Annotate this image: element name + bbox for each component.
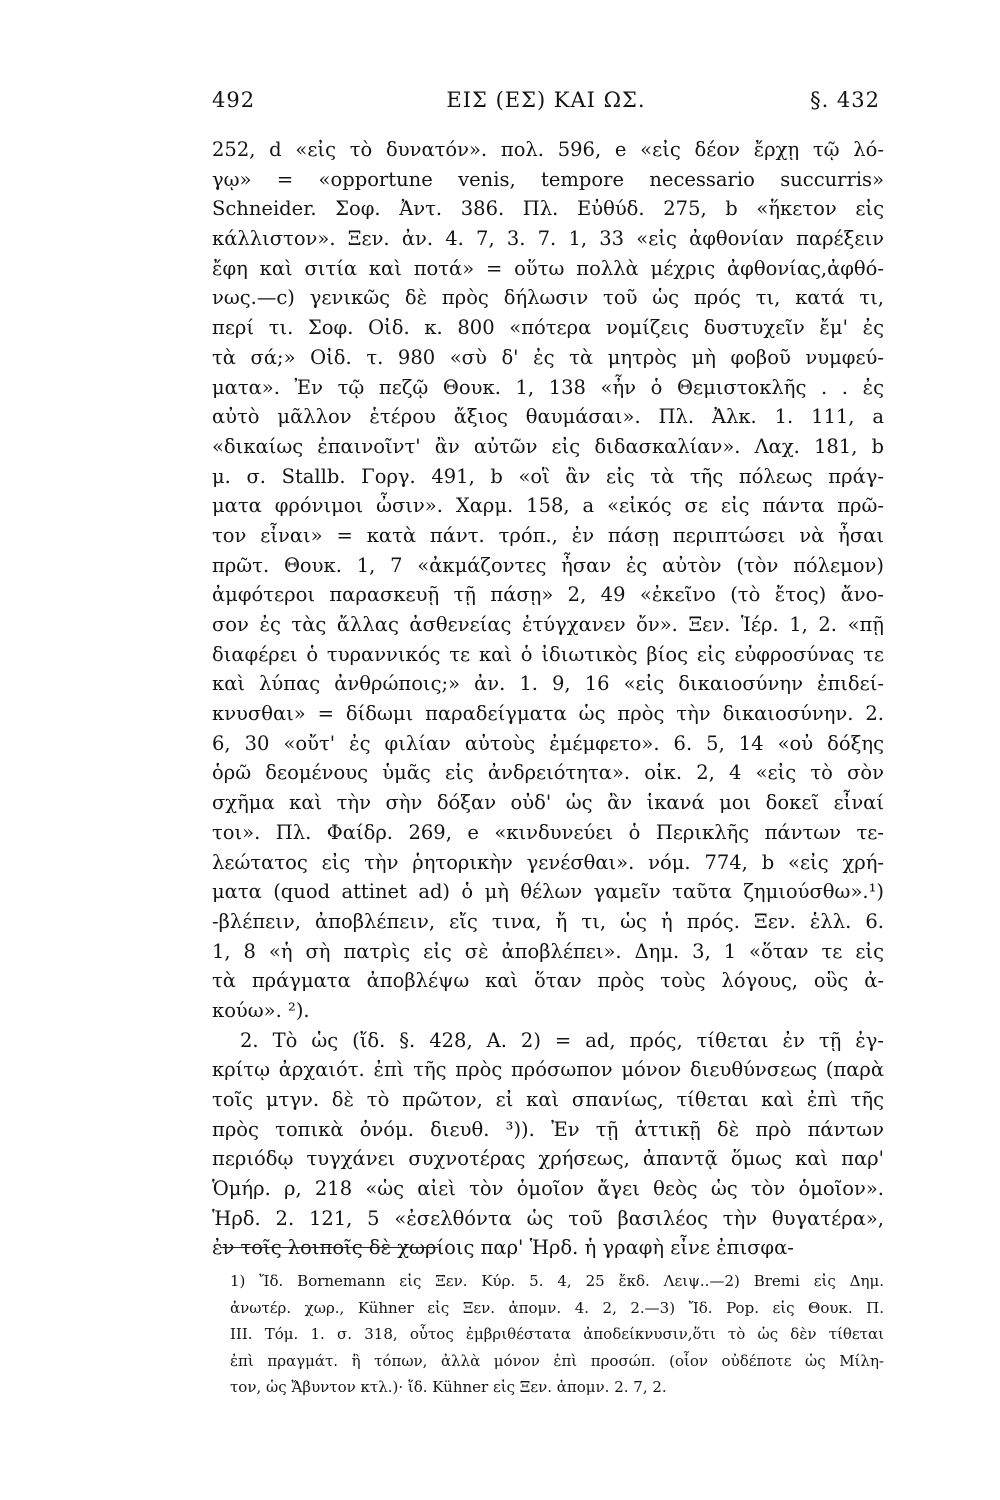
text-line: 6, 30 «οὔτ' ἐς φιλίαν αὐτοὺς ἐμέμφετο». 6. 5, 14 «οὐ δόξης: [212, 731, 884, 755]
text-line: -βλέπειν, ἀποβλέπειν, εἴς τινα, ἤ τι, ὡς ἡ πρός. Ξεν. ἑλλ. 6.: [212, 909, 884, 933]
text-line: τον εἶναι» = κατὰ πάντ. τρόπ., ἐν πάσῃ περιπτώσει νὰ ἦσαι: [212, 523, 884, 547]
text-line: λεώτατος εἰς τὴν ῥητορικὴν γενέσθαι». νόμ. 774, b «εἰς χρή-: [212, 850, 884, 874]
footnote-line: III. Τόμ. 1. σ. 318, οὗτος ἐμβριθέστατα ἀποδείκνυσιν,ὅτι τὸ ὡς δὲν τίθεται: [230, 1325, 884, 1343]
footnote-line: ἀνωτέρ. χωρ., Kühner εἰς Ξεν. ἀπομν. 4. 2, 2.—3) Ἴδ. Pop. εἰς Θουκ. Π.: [230, 1298, 884, 1317]
text-line: ματα». Ἐν τῷ πεζῷ Θουκ. 1, 138 «ἦν ὁ Θεμιστοκλῆς . . ἐς: [212, 375, 884, 399]
text-line: κνυσθαι» = δίδωμι παραδείγματα ὡς πρὸς τὴν δικαιοσύνην. 2.: [212, 702, 884, 726]
text-line: σχῆμα καὶ τὴν σὴν δόξαν οὐδ' ὡς ἂν ἱκανά μοι δοκεῖ εἶναί: [212, 791, 884, 815]
text-line: ἐν τοῖς λοιποῖς δὲ χωρίοις παρ' Ἡρδ. ἡ γραφὴ εἶνε ἐπισφα-: [212, 1236, 794, 1260]
footnote-divider: [220, 1247, 438, 1248]
running-title: ΕΙΣ (ΕΣ) ΚΑΙ ΩΣ.: [446, 88, 646, 112]
text-line: διαφέρει ὁ τυραννικός τε καὶ ὁ ἰδιωτικὸς βίος εἰς εὐφροσύνας τε: [212, 642, 884, 666]
text-line: τοῖς μτγν. δὲ τὸ πρῶτον, εἰ καὶ σπανίως, τίθεται καὶ ἐπὶ τῆς: [212, 1088, 884, 1111]
text-line: Schneider. Σοφ. Ἀντ. 386. Πλ. Εὐθύδ. 275, b «ἥκετον εἰς: [212, 197, 884, 221]
section-number: §. 432: [810, 88, 880, 112]
text-line: «δικαίως ἐπαινοῖντ' ἂν αὐτῶν εἰς διδασκαλίαν». Λαχ. 181, b: [212, 434, 884, 458]
text-line: περιόδῳ τυγχάνει συχνοτέρας χρήσεως, ἀπαντᾷ ὅμως καὶ παρ': [212, 1147, 884, 1171]
footnote-line: ἐπὶ πραγμάτ. ἢ τόπων, ἀλλὰ μόνον ἐπὶ προσώπ. (οἷον οὐδέποτε ὡς Μίλη-: [230, 1351, 884, 1370]
page-header: [212, 88, 880, 122]
text-line: τοι». Πλ. Φαίδρ. 269, e «κινδυνεύει ὁ Περικλῆς πάντων τε-: [212, 820, 884, 844]
text-line: αὐτὸ μᾶλλον ἑτέρου ἄξιος θαυμάσαι». Πλ. Ἀλκ. 1. 111, a: [212, 405, 884, 429]
text-line: τὰ πράγματα ἀποβλέψω καὶ ὅταν πρὸς τοὺς λόγους, οὓς ἀ-: [212, 969, 884, 993]
text-line: ματα (quod attinet ad) ὁ μὴ θέλων γαμεῖν ταῦτα ζημιούσθω».¹): [212, 880, 884, 904]
footnotes: [230, 1268, 884, 1401]
text-line: ματα φρόνιμοι ὦσιν». Χαρμ. 158, a «εἰκός σε εἰς πάντα πρῶ-: [212, 494, 884, 518]
text-line: πρὸς τοπικὰ ὀνόμ. διευθ. ³)). Ἐν τῇ ἀττικῇ δὲ πρὸ πάντων: [212, 1117, 884, 1141]
text-line: περί τι. Σοφ. Οἰδ. κ. 800 «πότερα νομίζεις δυστυχεῖν ἔμ' ἐς: [212, 316, 884, 340]
text-line: καὶ λύπας ἀνθρώποις;» ἀν. 1. 9, 16 «εἰς δικαιοσύνην ἐπιδεί-: [212, 672, 884, 696]
text-line: γῳ» = «opportune venis, tempore necessario succurris»: [212, 167, 884, 191]
body-text: [212, 135, 884, 1263]
text-line: Ἡρδ. 2. 121, 5 «ἐσελθόντα ὡς τοῦ βασιλέος τὴν θυγατέρα»,: [212, 1206, 884, 1230]
text-line: κρίτῳ ἀρχαιότ. ἐπὶ τῆς πρὸς πρόσωπον μόνον διευθύνσεως (παρὰ: [212, 1058, 884, 1082]
footnote-line: 1) Ἴδ. Bornemann εἰς Ξεν. Κύρ. 5. 4, 25 ἔκδ. Λειψ..—2) Bremi εἰς Δημ.: [230, 1272, 884, 1290]
text-line: κάλλιστον». Ξεν. ἀν. 4. 7, 3. 7. 1, 33 «εἰς ἀφθονίαν παρέξειν: [212, 227, 884, 251]
text-line: 252, d «εἰς τὸ δυνατόν». πολ. 596, e «εἰς δέον ἔρχῃ τῷ λό-: [212, 138, 884, 161]
text-line: κούω». ²).: [212, 998, 310, 1022]
page-number: 492: [212, 88, 256, 112]
text-line: ἔφη καὶ σιτία καὶ ποτά» = οὕτω πολλὰ μέχρις ἀφθονίας,ἀφθό-: [212, 256, 884, 280]
text-line: Ὁμήρ. ρ, 218 «ὡς αἰεὶ τὸν ὁμοῖον ἄγει θεὸς ὡς τὸν ὁμοῖον».: [212, 1177, 884, 1201]
text-line: ὁρῶ δεομένους ὑμᾶς εἰς ἀνδρειότητα». οἰκ. 2, 4 «εἰς τὸ σὸν: [212, 761, 884, 785]
text-line: πρῶτ. Θουκ. 1, 7 «ἀκμάζοντες ἦσαν ἐς αὐτὸν (τὸν πόλεμον): [212, 553, 884, 577]
text-line: 1, 8 «ἡ σὴ πατρὶς εἰς σὲ ἀποβλέπει». Δημ. 3, 1 «ὅταν τε εἰς: [212, 939, 884, 963]
text-line: μ. σ. Stallb. Γοργ. 491, b «οἳ ἂν εἰς τὰ τῆς πόλεως πράγ-: [212, 464, 884, 488]
text-line: νως.—c) γενικῶς δὲ πρὸς δήλωσιν τοῦ ὡς πρός τι, κατά τι,: [212, 286, 884, 310]
text-line: τὰ σά;» Οἰδ. τ. 980 «σὺ δ' ἐς τὰ μητρὸς μὴ φοβοῦ νυμφεύ-: [212, 345, 884, 369]
text-line: σον ἐς τὰς ἄλλας ἀσθενείας ἐτύγχανεν ὄν». Ξεν. Ἱέρ. 1, 2. «πῇ: [212, 613, 884, 636]
text-line: ἀμφότεροι παρασκευῇ τῇ πάσῃ» 2, 49 «ἐκεῖνο (τὸ ἔτος) ἄνο-: [212, 583, 884, 607]
text-line: 2. Τὸ ὡς (ἴδ. §. 428, A. 2) = ad, πρός, τίθεται ἐν τῇ ἐγ-: [240, 1028, 884, 1052]
footnote-line: τον, ὡς Ἄβυντον κτλ.)· ἴδ. Kühner εἰς Ξεν. ἀπομν. 2. 7, 2.: [230, 1378, 667, 1396]
